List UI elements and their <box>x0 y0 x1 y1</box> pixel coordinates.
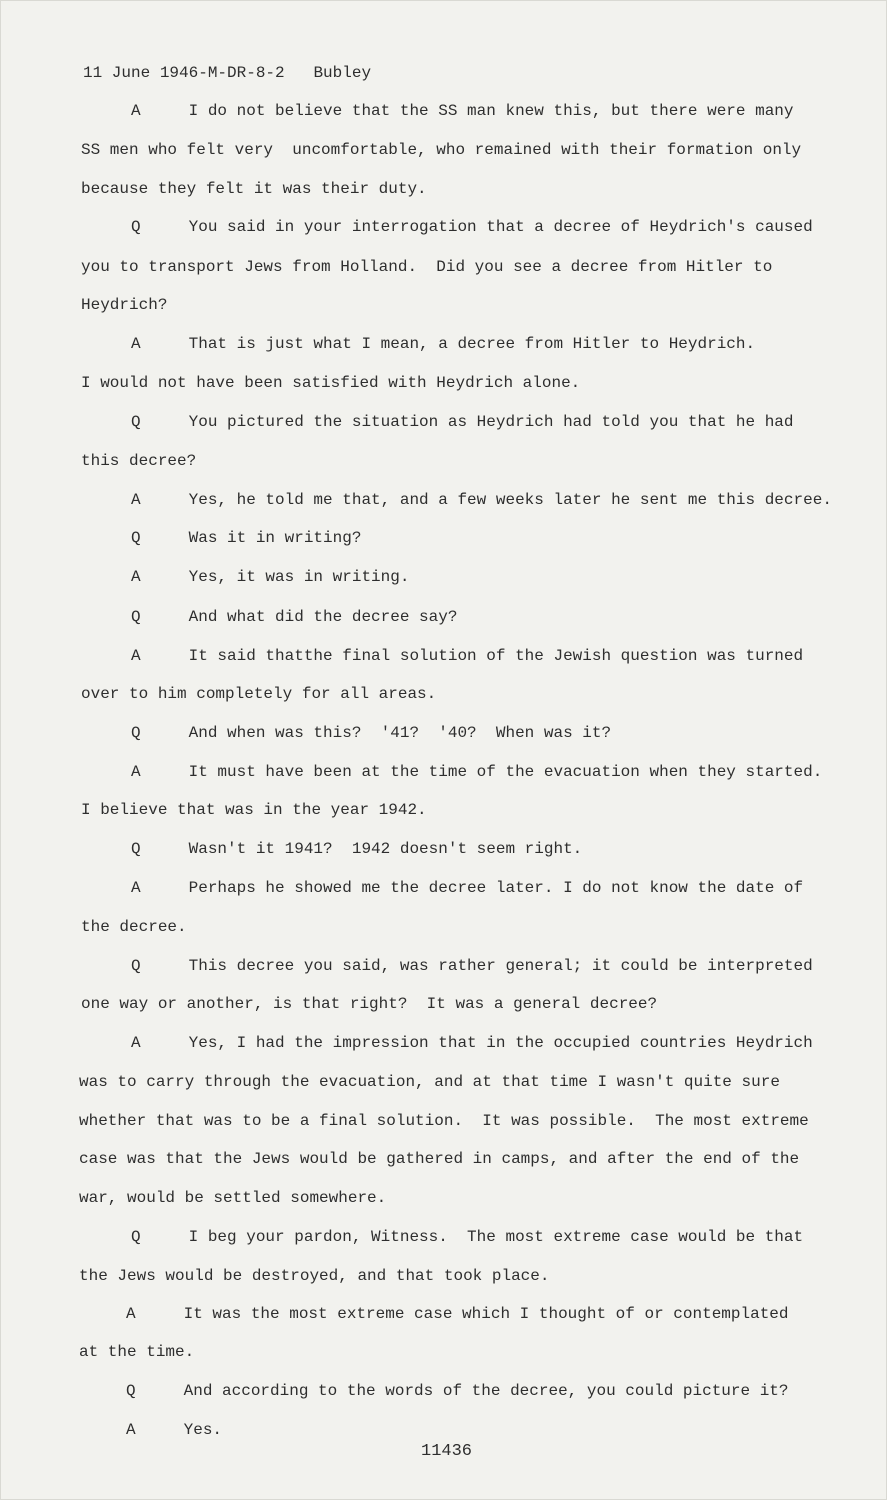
transcript-line: SS men who felt very uncomfortable, who remained with their formation only <box>81 141 802 159</box>
transcript-line: because they felt it was their duty. <box>81 180 427 198</box>
transcript-line: over to him completely for all areas. <box>81 685 437 703</box>
page-number: 11436 <box>421 1442 473 1461</box>
document-header: 11 June 1946-M-DR-8-2 Bubley <box>83 64 372 82</box>
transcript-line: Q And what did the decree say? <box>131 608 458 626</box>
transcript-line: A I do not believe that the SS man knew this, but there were many <box>131 102 794 120</box>
transcript-line: this decree? <box>81 452 197 470</box>
transcript-line: you to transport Jews from Holland. Did you see a decree from Hitler to <box>81 258 773 276</box>
transcript-line: case was that the Jews would be gathered in camps, and after the end of the <box>79 1150 800 1168</box>
transcript-line: A It was the most extreme case which I thought of or contemplated <box>126 1305 789 1323</box>
transcript-line: I believe that was in the year 1942. <box>81 801 427 819</box>
transcript-line: Q This decree you said, was rather general; it could be interpreted <box>131 957 813 975</box>
transcript-line: Q You said in your interrogation that a decree of Heydrich's caused <box>131 218 813 236</box>
transcript-line: war, would be settled somewhere. <box>79 1189 387 1207</box>
transcript-line: one way or another, is that right? It was a general decree? <box>81 995 658 1013</box>
transcript-line: A Yes, it was in writing. <box>131 568 410 586</box>
transcript-line: Q And when was this? '41? '40? When was it? <box>131 724 612 742</box>
transcript-line: whether that was to be a final solution. It was possible. The most extreme <box>79 1112 809 1130</box>
transcript-line: A Yes, he told me that, and a few weeks later he sent me this decree. <box>131 491 832 509</box>
transcript-line: Q You pictured the situation as Heydrich had told you that he had <box>131 413 794 431</box>
transcript-line: Q Was it in writing? <box>131 529 362 547</box>
transcript-line: Heydrich? <box>81 296 168 314</box>
transcript-line: I would not have been satisfied with Heydrich alone. <box>81 374 581 392</box>
transcript-line: the Jews would be destroyed, and that took place. <box>79 1267 550 1285</box>
transcript-line: Q And according to the words of the decree, you could picture it? <box>126 1382 789 1400</box>
transcript-line: A It said thatthe final solution of the Jewish question was turned <box>131 647 804 665</box>
transcript-line: Q Wasn't it 1941? 1942 doesn't seem right. <box>131 840 583 858</box>
transcript-line: at the time. <box>79 1343 195 1361</box>
transcript-line: A Yes. <box>126 1421 223 1439</box>
transcript-line: A Yes, I had the impression that in the occupied countries Heydrich <box>131 1034 813 1052</box>
transcript-line: the decree. <box>81 918 187 936</box>
transcript-line: A That is just what I mean, a decree from Hitler to Heydrich. <box>131 335 756 353</box>
transcript-line: A Perhaps he showed me the decree later. I do not know the date of <box>131 879 804 897</box>
transcript-line: Q I beg your pardon, Witness. The most extreme case would be that <box>131 1228 804 1246</box>
transcript-line: A It must have been at the time of the evacuation when they started. <box>131 763 823 781</box>
transcript-line: was to carry through the evacuation, and at that time I wasn't quite sure <box>79 1073 780 1091</box>
